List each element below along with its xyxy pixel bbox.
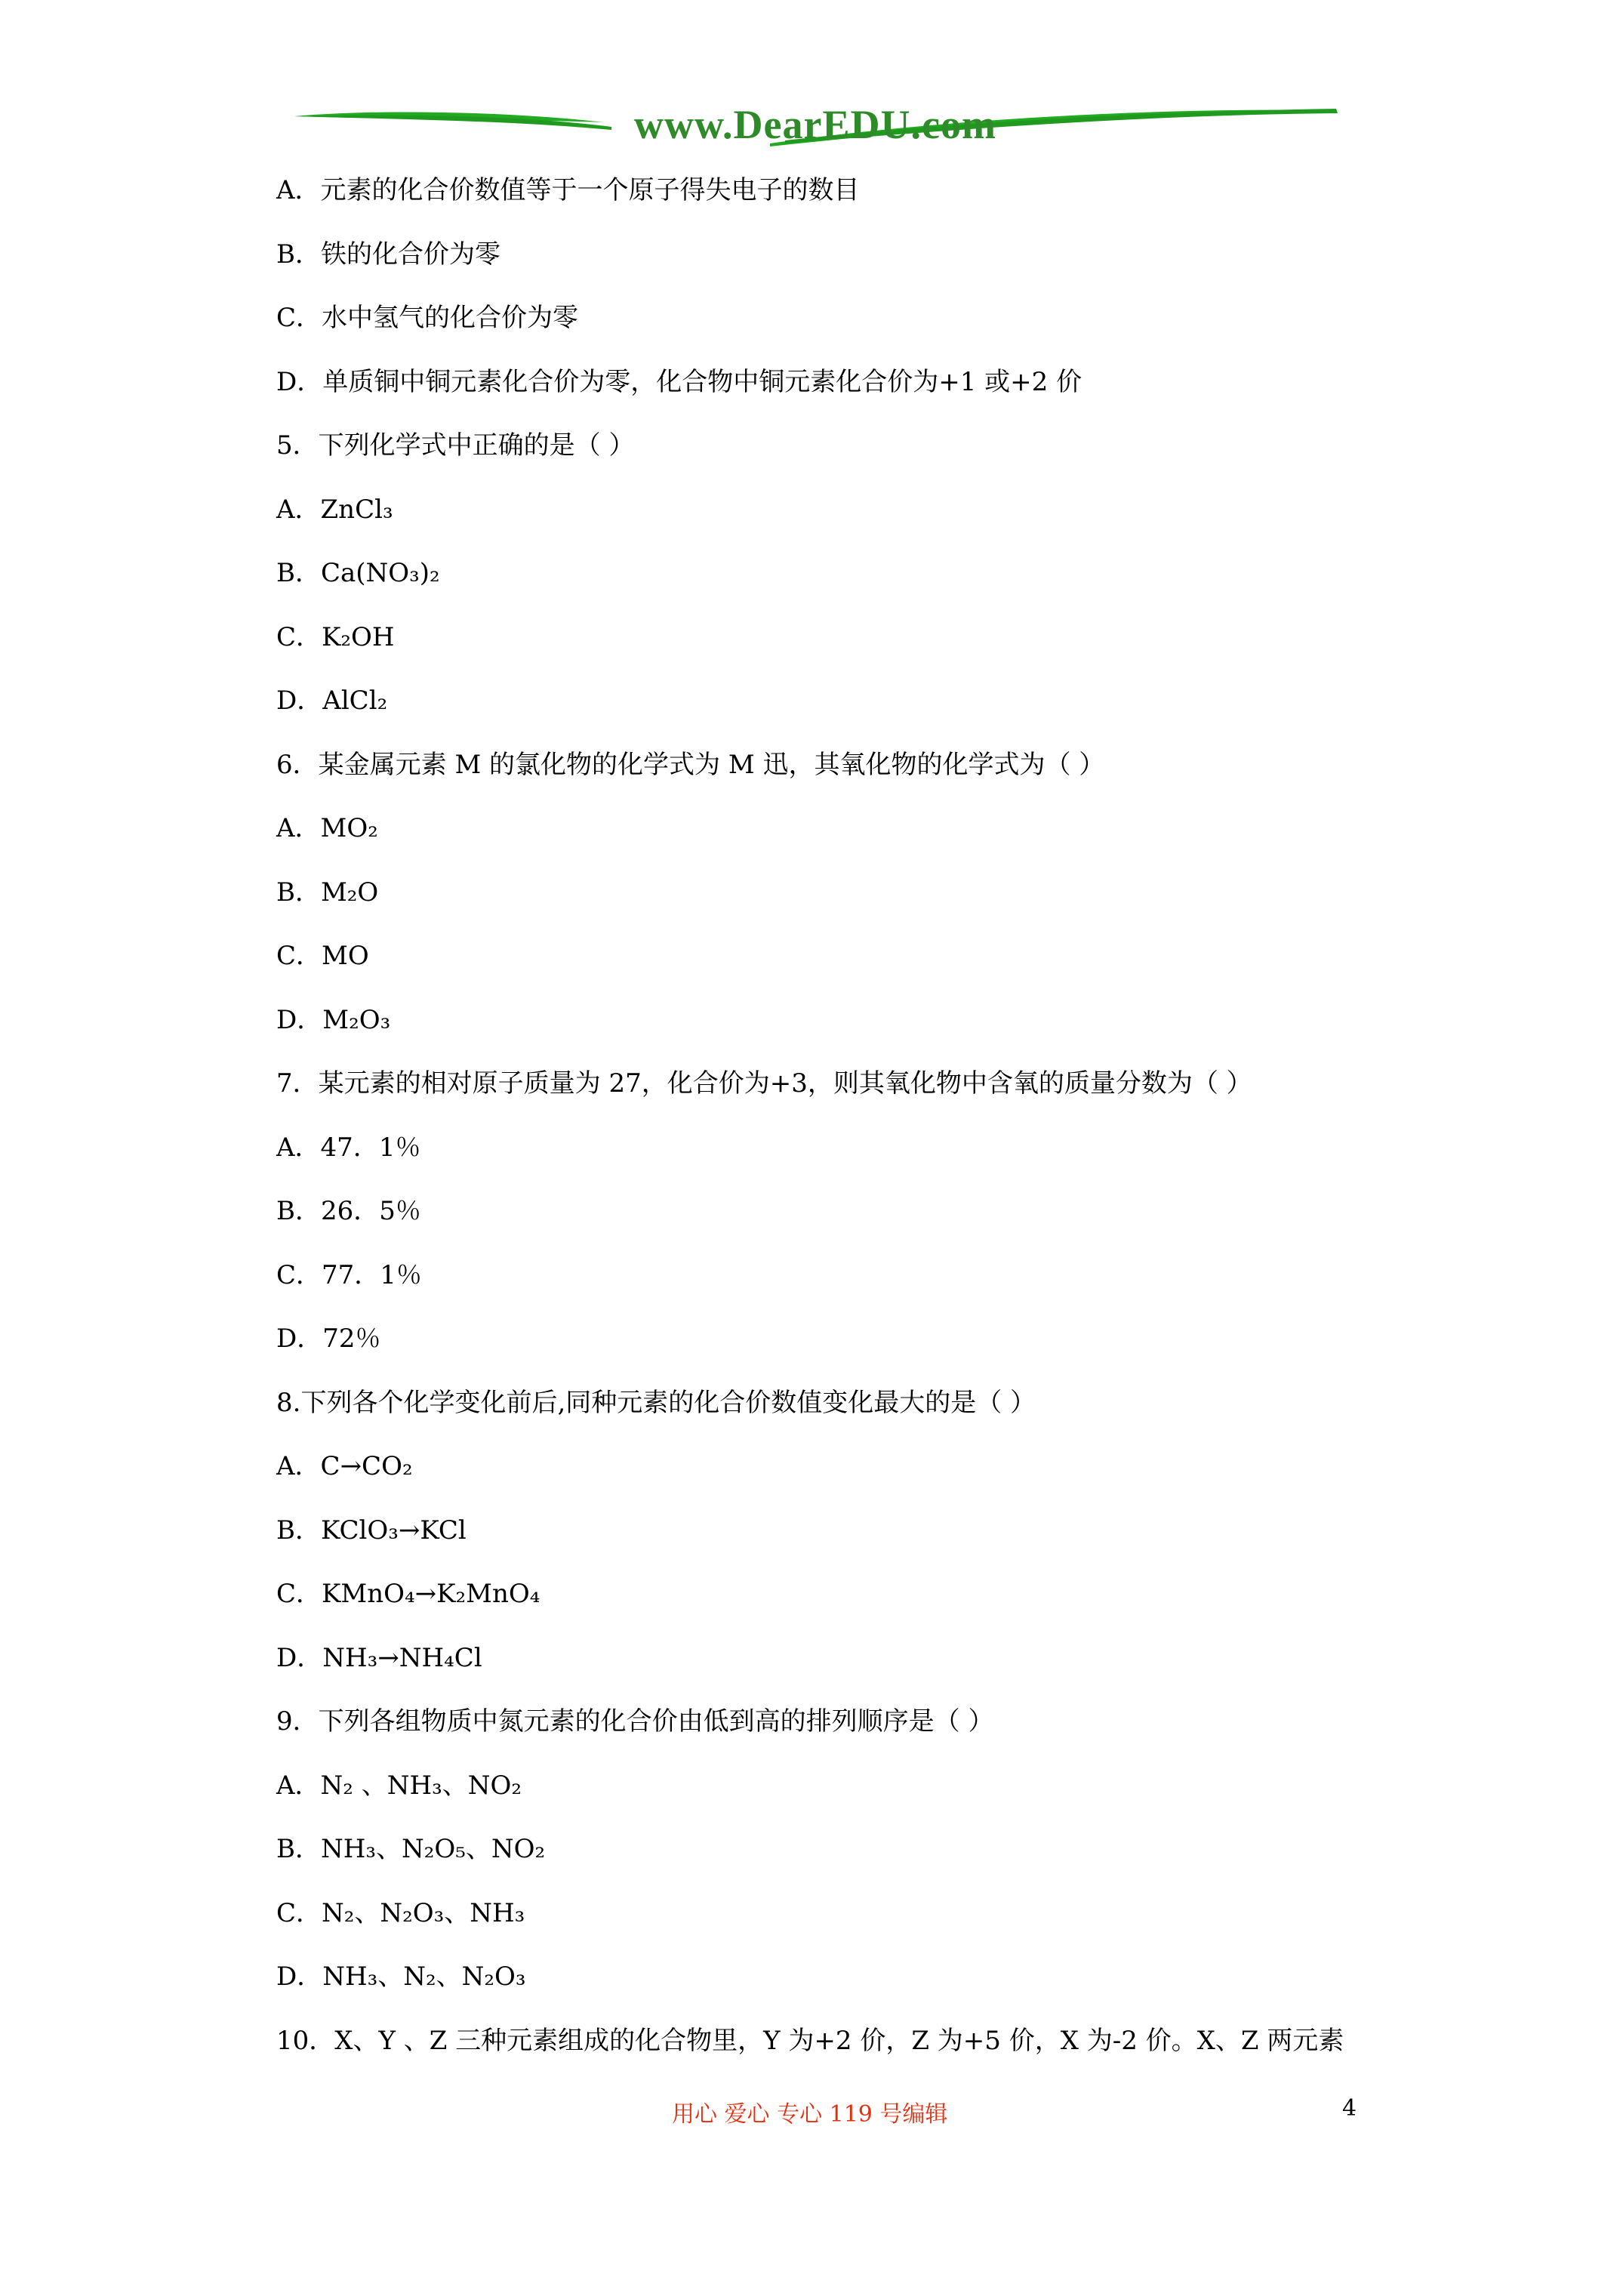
footer-credit: 用心 爱心 专心 119 号编辑 xyxy=(672,2101,948,2128)
option-line: A．MO₂ xyxy=(276,813,378,843)
question-line: 5．下列化学式中正确的是（ ） xyxy=(276,430,635,461)
option-line: B．铁的化合价为零 xyxy=(276,239,500,270)
page-footer xyxy=(0,2095,1623,2140)
option-line: A．N₂ 、NH₃、NO₂ xyxy=(276,1770,522,1801)
option-line: D．NH₃→NH₄Cl xyxy=(276,1642,482,1673)
option-line: C．MO xyxy=(276,941,369,971)
option-line: C．N₂、N₂O₃、NH₃ xyxy=(276,1897,525,1928)
option-line: D．72％ xyxy=(276,1324,381,1354)
brand-logo-text: www.DearEDU.com xyxy=(634,102,996,147)
option-line: B．Ca(NO₃)₂ xyxy=(276,558,440,588)
option-line: B．KClO₃→KCl xyxy=(276,1515,467,1546)
option-line: C．K₂OH xyxy=(276,621,395,652)
option-line: D．NH₃、N₂、N₂O₃ xyxy=(276,1962,526,1992)
option-line: D．AlCl₂ xyxy=(276,686,388,716)
option-line: D．单质铜中铜元素化合价为零，化合物中铜元素化合价为+1 或+2 价 xyxy=(276,366,1083,397)
option-line: A．元素的化合价数值等于一个原子得失电子的数目 xyxy=(276,175,860,205)
option-line: B．26．5％ xyxy=(276,1196,421,1226)
option-line: B．NH₃、N₂O₅、NO₂ xyxy=(276,1834,546,1864)
option-line: A．47．1％ xyxy=(276,1132,421,1163)
option-line: C．77．1％ xyxy=(276,1259,422,1290)
page-header xyxy=(287,91,1344,159)
question-content xyxy=(276,168,1424,2082)
option-line: A．C→CO₂ xyxy=(276,1451,413,1481)
option-line: D．M₂O₃ xyxy=(276,1004,391,1035)
question-line: 10．X、Y 、Z 三种元素组成的化合物里，Y 为+2 价，Z 为+5 价，X 为-2 价。X、Z 两元素 xyxy=(276,2025,1344,2056)
option-line: C．水中氢气的化合价为零 xyxy=(276,303,579,333)
question-line: 6．某金属元素 M 的氯化物的化学式为 M 迅，其氧化物的化学式为（ ） xyxy=(276,749,1105,780)
option-line: B．M₂O xyxy=(276,877,379,908)
option-line: C．KMnO₄→K₂MnO₄ xyxy=(276,1579,540,1609)
question-line: 9．下列各组物质中氮元素的化合价由低到高的排列顺序是（ ） xyxy=(276,1706,994,1737)
question-line: 7．某元素的相对原子质量为 27，化合价为+3，则其氧化物中含氧的质量分数为（ ） xyxy=(276,1068,1252,1099)
question-line: 8.下列各个化学变化前后,同种元素的化合价数值变化最大的是（ ） xyxy=(276,1387,1036,1418)
page-number: 4 xyxy=(1342,2095,1357,2122)
option-line: A．ZnCl₃ xyxy=(276,494,393,525)
